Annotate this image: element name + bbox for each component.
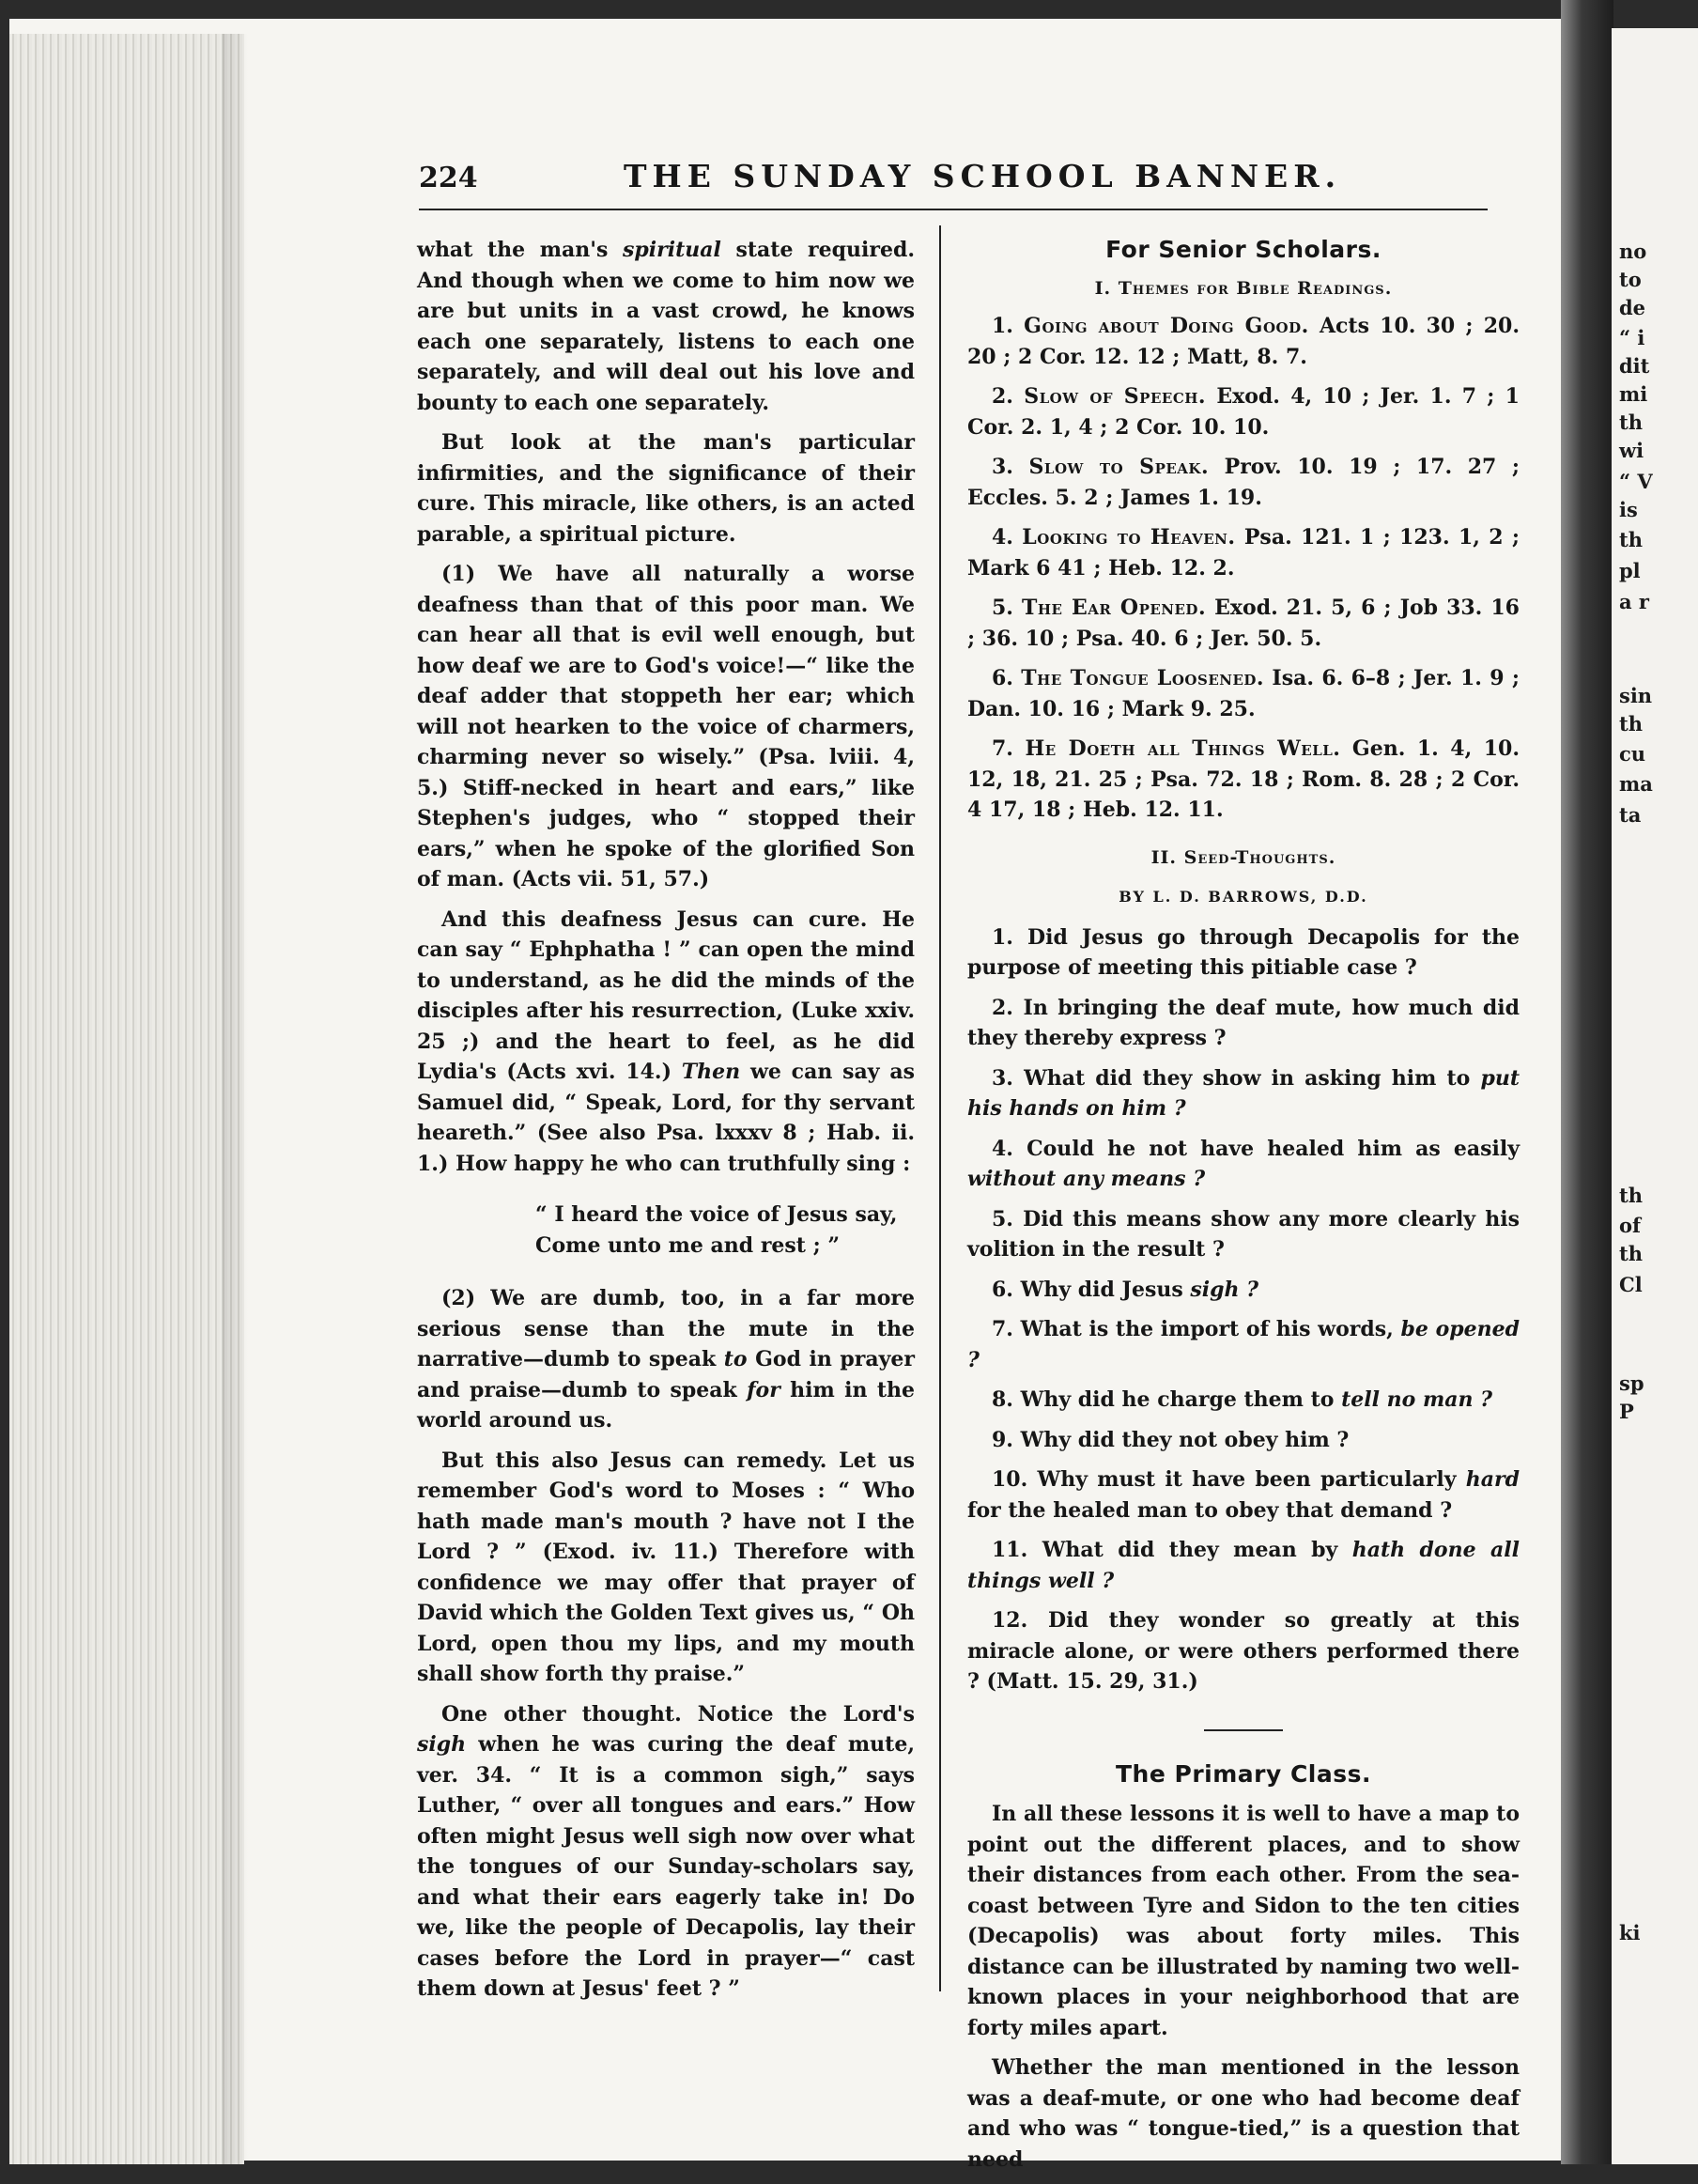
facing-page-fragment: P [1619,1400,1634,1423]
theme-item [967,522,1520,583]
paragraph: (2) We are dumb, too, in a far more serious sense than the mute in the narrative—dumb to speak to God in prayer and praise—dumb to speak for him in the world around us. [417,1286,916,1433]
paragraph: (1) We have all naturally a worse deafness than that of this poor man. We can hear all that is evil well enough, but how deaf we are to God's voice!—“ like the deaf adder that stoppeth her ear; which will not hearken to the voice of charmers, charming never so wisely.” (Psa. lviii. 4, 5.) Stiff-necked in heart and ears,” like Stephen's judges, who “ stopped their ears,” when he spoke of the glorified Son of man. (Acts vii. 51, 57.) [417,562,915,891]
facing-page-fragment: “ i [1619,326,1645,349]
theme-item [967,452,1520,513]
running-head [419,158,1490,201]
journal-title: THE SUNDAY SCHOOL BANNER. [624,158,1342,194]
facing-page-edge [1612,28,1698,2164]
facing-page-fragment: sin [1619,684,1653,707]
facing-page-fragment: th [1619,1242,1643,1265]
facing-page-fragment: ki [1619,1921,1641,1944]
theme-number: 5. [992,596,1022,620]
book-gutter [1561,0,1613,2164]
paragraph: But look at the man's particular infirmities, and the significance of their cure. This miracle, like others, is an acted parable, a spiritual picture. [417,430,915,547]
question-item: 6. Why did Jesus sigh ? [992,1277,1259,1302]
themes-list [967,311,1520,826]
paragraph: But this also Jesus can remedy. Let us remember God's word to Moses : “ Who hath made man's mouth ? have not I the Lord ? ” (Exod. iv. 11.) Therefore with confidence we may offer that prayer of David which the Golden Text gives us, “ Oh Lord, open thou my lips, and my mouth shall show forth thy praise.” [417,1448,915,1686]
theme-title: Looking to Heaven. [1022,525,1236,550]
theme-title: The Tongue Loosened. [1021,666,1265,690]
theme-number: 6. [992,666,1022,690]
facing-page-fragment: th [1619,410,1643,434]
section-heading-primary-class: The Primary Class. [1115,1759,1372,1788]
subheading-seed-thoughts: II. Seed-Thoughts. [1150,846,1336,868]
facing-page-fragment: Cl [1619,1273,1643,1296]
facing-page-fragment: ma [1619,772,1653,796]
facing-page-fragment: wi [1619,439,1644,462]
verse-line: Come unto me and rest ; ” [535,1232,841,1258]
theme-item [967,734,1520,826]
facing-page-fragment: cu [1619,742,1646,766]
header-rule [419,209,1488,210]
theme-item [967,381,1520,442]
question-item: 9. Why did they not obey him ? [992,1427,1350,1452]
subheading-themes: I. Themes for Bible Readings. [1094,277,1393,299]
paragraph: what the man's spiritual state required. And though when we come to him now we are but units in a vast crowd, he knows each one separately, listens to each one separately, and will deal out his love and bounty to each one separately. [417,238,916,415]
theme-number: 2. [992,384,1025,409]
question-item: 7. What is the import of his words, be opened ? [967,1317,1520,1372]
theme-item [967,593,1520,654]
facing-page-fragment: th [1619,528,1643,551]
question-item: 3. What did they show in asking him to put his hands on him ? [967,1065,1520,1121]
question-item: 12. Did they wonder so greatly at this miracle alone, or were others performed there ? (Matt. 15. 29, 31.) [967,1608,1520,1694]
facing-page-fragment: pl [1619,559,1641,582]
facing-page-fragment: “ V [1619,470,1653,493]
facing-page-fragment: dit [1619,354,1650,378]
paragraph: One other thought. Notice the Lord's sigh when he was curing the deaf mute, ver. 34. “ It is a common sigh,” says Luther, “ over all tongues and ears.” How often might Jesus well sigh now over what the tongues of our Sunday-scholars say, and what their ears eagerly take in! Do we, like the people of Decapolis, lay their cases before the Lord in prayer—“ cast them down at Jesus' feet ? ” [417,1701,915,2001]
theme-number: 1. [992,314,1025,338]
facing-page-fragment: th [1619,1184,1643,1207]
theme-number: 7. [992,736,1026,761]
facing-page-fragment: th [1619,712,1643,736]
right-column [967,235,1520,2184]
facing-page-fragment: a r [1619,590,1649,613]
theme-references: Isa. 6. 6–8 ; Jer. 1. 9 ; Dan. 10. 16 ; Mark 9. 25. [967,666,1520,721]
facing-page-fragment: to [1619,268,1642,291]
theme-number: 3. [992,455,1029,479]
paragraph: And this deafness Jesus can cure. He can say “ Ephphatha ! ” can open the mind to understand, as he did the minds of the disciples after his resurrection, (Luke xxiv. 25 ;) and the heart to feel, as he did Lydia's (Acts xvi. 14.) Then we can say as Samuel did, “ Speak, Lord, for thy servant heareth.” (See also Psa. lxxxv 8 ; Hab. ii. 1.) How happy he who can truthfully sing : [417,906,915,1176]
theme-title: He Doeth all Things Well. [1025,736,1341,761]
theme-item [967,311,1520,372]
section-heading-senior-scholars: For Senior Scholars. [1105,236,1382,263]
theme-references: Psa. 121. 1 ; 123. 1, 2 ; Mark 6 41 ; Heb. 12. 2. [967,525,1520,581]
paragraph: In all these lessons it is well to have a map to point out the different places, and to show their distances from each other. From the sea-coast between Tyre and Sidon to the ten cities (Decapolis) was about forty miles. This distance can be illustrated by naming two well-known places in your neighborhood that are forty miles apart. [967,1802,1520,2040]
theme-number: 4. [992,525,1023,550]
page-number: 224 [419,162,478,194]
theme-title: The Ear Opened. [1022,596,1207,620]
author-byline: BY L. D. BARROWS, D.D. [1119,888,1368,906]
theme-title: Slow of Speech. [1024,384,1207,409]
left-column [417,235,915,2014]
facing-page-fragment: de [1619,296,1646,319]
column-rule [939,225,941,1991]
theme-title: Slow to Speak. [1028,455,1210,479]
question-item: 4. Could he not have healed him as easily without any means ? [967,1136,1520,1191]
page-fore-edge [9,34,244,2164]
facing-page-fragment: sp [1619,1371,1644,1395]
page-edge-shadow [222,34,248,2164]
facing-page-fragment: no [1619,240,1647,263]
question-item: 11. What did they mean by hath done all things well ? [967,1538,1520,1593]
verse-line: “ I heard the voice of Jesus say, [535,1202,898,1227]
theme-references: Prov. 10. 19 ; 17. 27 ; Eccles. 5. 2 ; James 1. 19. [967,455,1520,510]
section-divider [1204,1729,1283,1731]
facing-page-fragment: of [1619,1214,1642,1237]
theme-references: Exod. 4, 10 ; Jer. 1. 7 ; 1 Cor. 2. 1, 4 ; 2 Cor. 10. 10. [967,384,1520,440]
questions-list [967,922,1520,1697]
question-item: 8. Why did he charge them to tell no man ? [992,1387,1493,1412]
question-item: 10. Why must it have been particularly hard for the healed man to obey that demand ? [967,1467,1520,1523]
question-item: 2. In bringing the deaf mute, how much did they thereby express ? [967,995,1520,1050]
paragraph: Whether the man mentioned in the lesson was a deaf-mute, or one who had become deaf and who was “ tongue-tied,” is a question that need [967,2055,1520,2172]
theme-title: Going about Doing Good. [1024,314,1309,338]
theme-references: Gen. 1. 4, 10. 12, 18, 21. 25 ; Psa. 72. 18 ; Rom. 8. 28 ; 2 Cor. 4 17, 18 ; Heb. 12. 11. [967,736,1520,822]
theme-item [967,663,1520,724]
hymn-quote [417,1200,915,1261]
facing-page-fragment: ta [1619,803,1642,827]
theme-references: Acts 10. 30 ; 20. 20 ; 2 Cor. 12. 12 ; Matt, 8. 7. [967,314,1520,369]
question-item: 5. Did this means show any more clearly his volition in the result ? [967,1206,1520,1262]
facing-page-fragment: is [1619,498,1638,521]
theme-references: Exod. 21. 5, 6 ; Job 33. 16 ; 36. 10 ; Psa. 40. 6 ; Jer. 50. 5. [967,596,1520,651]
facing-page-fragment: mi [1619,382,1648,406]
question-item: 1. Did Jesus go through Decapolis for the purpose of meeting this pitiable case ? [967,924,1520,980]
